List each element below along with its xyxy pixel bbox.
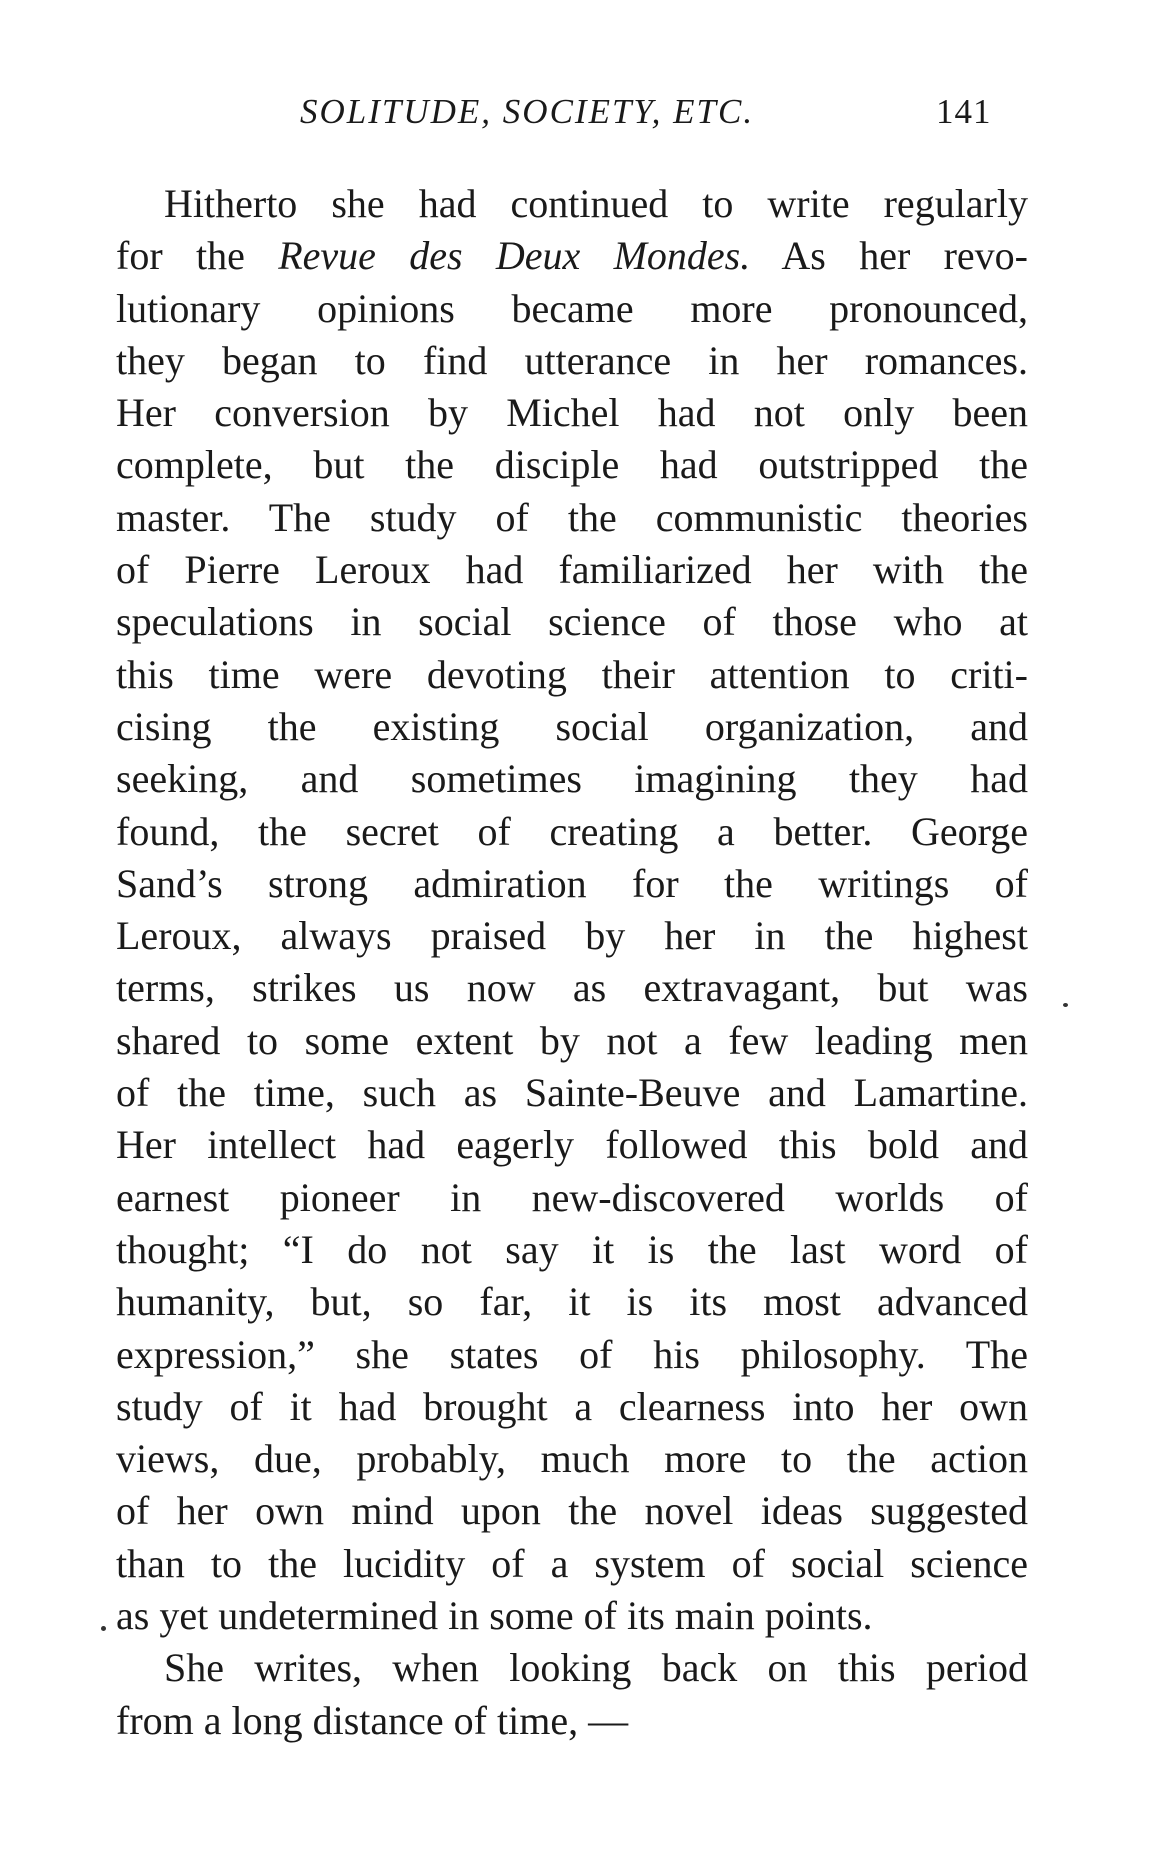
text-fragment: As her revo- (750, 233, 1028, 279)
text-line: master. The study of the communistic theories (116, 494, 1028, 540)
text-line: humanity, but, so far, it is its most advanced (116, 1279, 1028, 1325)
text-fragment: for the (116, 233, 279, 279)
text-line: they began to find utterance in her romances. (116, 337, 1028, 383)
text-line: expression,” she states of his philosophy. The (116, 1331, 1028, 1377)
text-line: earnest pioneer in new-discovered worlds of (116, 1174, 1028, 1220)
text-line: Sand’s strong admiration for the writings of (116, 860, 1028, 906)
ink-speck (101, 1626, 106, 1631)
text-line: Leroux, always praised by her in the highest (116, 913, 1028, 959)
text-line: than to the lucidity of a system of social science (116, 1540, 1028, 1586)
ink-speck (1063, 1003, 1068, 1007)
text-line (116, 230, 1028, 282)
text-line: seeking, and sometimes imagining they had (116, 756, 1028, 802)
text-line: views, due, probably, much more to the action (116, 1436, 1028, 1482)
text-line: complete, but the disciple had outstripped the (116, 442, 1028, 488)
running-head-title: SOLITUDE, SOCIETY, ETC. (300, 92, 755, 131)
text-line: cising the existing social organization, and (116, 703, 1028, 749)
text-line: this time were devoting their attention to criti- (116, 651, 1028, 697)
text-line: Her intellect had eagerly followed this bold and (116, 1122, 1028, 1168)
body-text (116, 178, 1028, 1747)
text-line: study of it had brought a clearness into her own (116, 1383, 1028, 1429)
text-line: from a long distance of time, — (116, 1697, 629, 1743)
text-line: Her conversion by Michel had not only been (116, 390, 1028, 436)
text-line: shared to some extent by not a few leading men (116, 1017, 1028, 1063)
text-line: of her own mind upon the novel ideas suggested (116, 1488, 1028, 1534)
text-line: lutionary opinions became more pronounced, (116, 285, 1028, 331)
text-line: of the time, such as Sainte-Beuve and Lamartine. (116, 1070, 1028, 1116)
text-line: thought; “I do not say it is the last word of (116, 1226, 1028, 1272)
text-line: found, the secret of creating a better. George (116, 808, 1028, 854)
text-line: Hitherto she had continued to write regularly (164, 181, 1028, 226)
text-line: speculations in social science of those who at (116, 599, 1028, 645)
page-number: 141 (936, 92, 992, 131)
text-line: of Pierre Leroux had familiarized her with the (116, 547, 1028, 593)
text-line: as yet undetermined in some of its main points. (116, 1593, 873, 1639)
text-line: She writes, when looking back on this period (164, 1645, 1028, 1691)
journal-title: Revue des Deux Mondes. (278, 233, 751, 279)
text-line: terms, strikes us now as extravagant, but was (116, 965, 1028, 1011)
